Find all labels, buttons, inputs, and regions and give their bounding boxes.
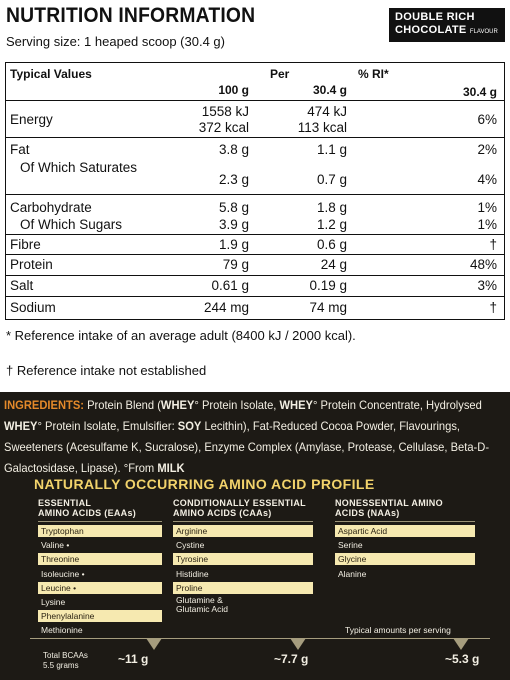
amino-acid-item: Threonine [38, 553, 162, 565]
nutrition-table [5, 62, 505, 320]
amino-acid-item: Tryptophan [38, 525, 162, 537]
nonessential-head-1: NONESSENTIAL AMINO [335, 498, 443, 508]
essential-head-2: AMINO ACIDS (EAAs) [38, 508, 137, 518]
flavour-line1: DOUBLE RICH [395, 11, 475, 23]
row-value-100g: 5.8 g [218, 200, 249, 215]
total-bcaa-label [43, 651, 88, 671]
row-value-100g: 3.9 g [218, 217, 249, 232]
amino-acid-item: Histidine [176, 568, 209, 579]
row-value-100g: 1.9 g [218, 237, 249, 252]
row-value-ri: † [489, 300, 497, 315]
row-name: Of Which Saturates [20, 160, 138, 175]
header-typical-values: Typical Values [10, 67, 92, 81]
table-row [6, 235, 504, 255]
footnote-reference-intake: * Reference intake of an average adult (8400 kJ / 2000 kcal). [6, 328, 356, 343]
ingredients-part: Lecithin), Fat-Reduced Cocoa Powder, Flavourings, Sweeteners (Acesulfame K, Sucralose), Enzyme Complex (Amylase, Protease, Cellulase, Beta-D-Galactosidase, Lipase). °From [4, 419, 490, 475]
row-value-ri: 1% [477, 217, 497, 232]
row-value-serving: 0.7 g [316, 172, 347, 187]
nonessential-head-2: ACIDS (NAAs) [335, 508, 400, 518]
row-value-100g: 3.8 g [218, 142, 249, 157]
amount-nonessential: ~5.3 g [445, 652, 480, 666]
amino-acid-item: Glutamine & [176, 594, 223, 605]
allergen-whey: WHEY [4, 419, 38, 433]
amino-acid-item: Tyrosine [173, 553, 313, 565]
table-row [6, 101, 504, 138]
row-value-100g: 2.3 g [218, 172, 249, 187]
row-value-serving: 74 mg [309, 300, 347, 315]
row-value-ri: 4% [477, 172, 497, 187]
row-value-100g: 79 g [222, 257, 249, 272]
ingredients-label: INGREDIENTS: [4, 398, 84, 412]
serving-size: Serving size: 1 heaped scoop (30.4 g) [6, 34, 225, 49]
row-value-serving: 1.1 g [316, 142, 347, 157]
row-name: Fibre [10, 237, 41, 252]
ingredients-panel [0, 392, 510, 680]
row-value-serving: 1.8 g [316, 200, 347, 215]
amino-acid-item: Methionine [41, 625, 83, 636]
table-header [6, 63, 504, 101]
amino-acid-item: Serine [338, 540, 363, 551]
amino-acid-item: Lysine [41, 596, 66, 607]
amino-acid-item: Leucine • [38, 582, 162, 594]
amount-conditional: ~7.7 g [274, 652, 309, 666]
row-value-ri: 1% [477, 200, 497, 215]
nutrition-title: NUTRITION INFORMATION [6, 4, 256, 27]
table-row [6, 255, 504, 276]
amino-acid-item: Glutamic Acid [176, 603, 228, 614]
essential-head-1: ESSENTIAL [38, 498, 92, 508]
ingredients-text [4, 395, 506, 479]
amino-profile-title: NATURALLY OCCURRING AMINO ACID PROFILE [34, 476, 375, 492]
row-value-ri: 3% [477, 278, 497, 293]
row-name: Carbohydrate [10, 200, 92, 215]
conditional-head-1: CONDITIONALLY ESSENTIAL [173, 498, 306, 508]
row-name: Energy [10, 112, 53, 127]
ingredients-part: ° Protein Isolate, [194, 398, 280, 412]
amino-acid-item: Cystine [176, 540, 205, 551]
divider-line [30, 638, 490, 639]
row-value-ri: 2% [477, 142, 497, 157]
amino-acid-item: Aspartic Acid [335, 525, 475, 537]
row-value-ri: 6% [477, 112, 497, 127]
allergen-whey: WHEY [160, 398, 195, 412]
nonessential-amino-column [335, 498, 475, 582]
flavour-line2 [395, 24, 499, 39]
conditional-amino-column [173, 498, 313, 617]
table-row [6, 276, 504, 297]
total-bcaa-line1: Total BCAAs [43, 651, 88, 660]
row-value-100g: 244 mg [203, 300, 249, 315]
typical-amounts-note: Typical amounts per serving [345, 625, 451, 635]
allergen-milk: MILK [157, 461, 185, 475]
ingredients-part: ° Protein Concentrate, Hydrolysed [312, 398, 482, 412]
row-value-100g: 1558 kJ [201, 104, 249, 119]
amino-acid-item: Proline [173, 582, 313, 594]
amount-essential: ~11 g [118, 652, 149, 666]
flavour-badge [389, 8, 505, 42]
row-value-serving: 24 g [320, 257, 347, 272]
header-ri: % RI* [358, 67, 389, 81]
amino-acid-item: Valine • [41, 540, 70, 551]
row-value-ri: † [489, 237, 497, 252]
amino-acid-item: Alanine [338, 568, 367, 579]
footnote-not-established: † Reference intake not established [6, 363, 207, 378]
ingredients-part: ° Protein Isolate, Emulsifier: [37, 419, 178, 433]
row-value-serving-kcal: 113 kcal [297, 120, 347, 135]
row-name: Salt [10, 278, 34, 293]
row-name: Of Which Sugars [20, 217, 123, 232]
header-serving: 30.4 g [312, 83, 347, 97]
table-row [6, 297, 504, 319]
pointer-triangle [146, 638, 162, 650]
total-bcaa-line2: 5.5 grams [43, 661, 79, 670]
essential-amino-column [38, 498, 162, 639]
allergen-soy: SOY [177, 419, 202, 433]
amino-acid-item: Isoleucine • [41, 568, 85, 579]
table-row [6, 195, 504, 235]
row-name: Protein [10, 257, 53, 272]
row-name: Sodium [10, 300, 56, 315]
pointer-triangle [453, 638, 469, 650]
allergen-whey: WHEY [279, 398, 313, 412]
row-value-serving: 0.19 g [309, 278, 347, 293]
row-value-100g-kcal: 372 kcal [198, 120, 249, 135]
row-name: Fat [10, 142, 30, 157]
header-100g: 100 g [218, 83, 249, 97]
conditional-head-2: AMINO ACIDS (CAAs) [173, 508, 272, 518]
header-per: Per [270, 67, 290, 81]
table-row [6, 138, 504, 195]
amino-acid-item: Arginine [173, 525, 313, 537]
row-value-serving: 0.6 g [316, 237, 347, 252]
header-ri-serving: 30.4 g [462, 85, 497, 99]
row-value-ri: 48% [469, 257, 497, 272]
flavour-name: CHOCOLATE [395, 24, 467, 36]
amino-acid-item: Phenylalanine [38, 610, 162, 622]
row-value-serving: 474 kJ [307, 104, 347, 119]
row-value-100g: 0.61 g [211, 278, 249, 293]
amino-acid-item: Glycine [335, 553, 475, 565]
flavour-small-label: FLAVOUR [469, 29, 498, 35]
pointer-triangle [290, 638, 306, 650]
row-value-serving: 1.2 g [316, 217, 347, 232]
ingredients-part: Protein Blend ( [83, 398, 161, 412]
